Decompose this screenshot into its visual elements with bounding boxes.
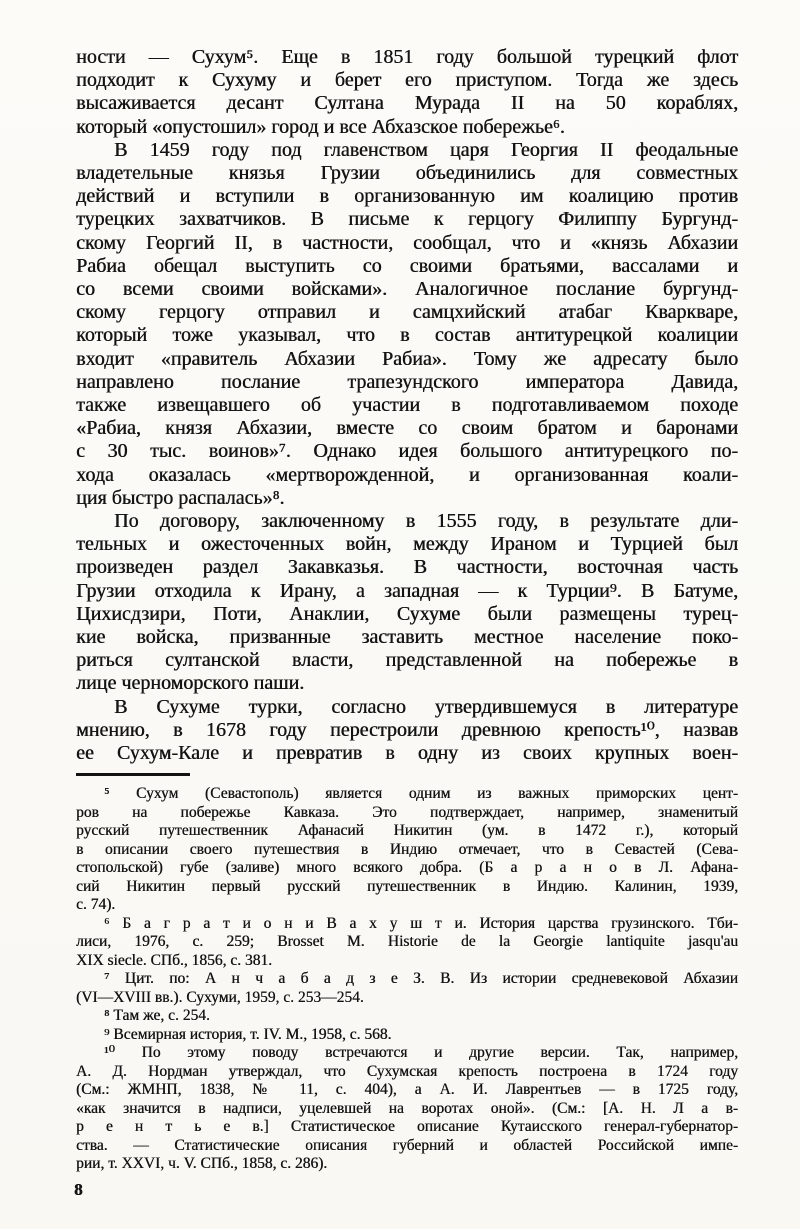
body-text-line: риться султанской власти, представленной на побережье в [76, 649, 738, 672]
body-text-line: скому герцогу отправил и самцхийский атабаг Кваркваре, [76, 301, 738, 324]
body-text-line: лице черноморского паши. [76, 672, 305, 695]
footnote-line: ⁸ Там же, с. 254. [104, 1007, 210, 1025]
body-text-line: В 1459 году под главенством царя Георгия II феодальные [114, 138, 738, 161]
footnote-line: ров на побережье Кавказа. Это подтверждает, например, знаменитый [76, 803, 738, 821]
footnote-line: в описании своего путешествия в Индию отмечает, что в Севастей (Сева- [76, 840, 738, 858]
body-text-line: произведен раздел Закавказья. В частности, восточная часть [76, 556, 738, 579]
footnote-7 [76, 970, 738, 1007]
paragraph [76, 139, 738, 510]
paragraph [76, 510, 738, 696]
body-text-line: ее Сухум-Кале и превратив в одну из своих крупных воен- [76, 742, 738, 765]
body-text-line: Рабиа обещал выступить со своими братьями, вассалами и [76, 254, 738, 277]
footnote-10 [76, 1044, 738, 1174]
body-text-line: ности — Сухум⁵. Еще в 1851 году большой турецкий флот [76, 46, 738, 68]
footnote-line: «как значится в надписи, уцелевшей на воротах оной». (См.: [А. Н. Л а в- [76, 1099, 738, 1117]
body-text-line: скому Георгий II, в частности, сообщал, что и «князь Абхазии [76, 231, 738, 254]
body-text-line: также извещавшего об участии в подготавливаемом походе [76, 394, 738, 417]
paragraph [76, 696, 738, 766]
footnote-9 [76, 1026, 738, 1045]
paragraph [76, 46, 738, 139]
body-text-line: Цихисдзири, Поти, Анаклии, Сухуме были размещены турец- [76, 602, 738, 625]
page-number: 8 [74, 1180, 83, 1199]
body-text-line: подходит к Сухуму и берет его приступом. Тогда же здесь [76, 69, 738, 92]
footnote-line: лиси, 1976, с. 259; Brosset M. Historie de la Georgie lantiquite jasqu'au [76, 933, 738, 951]
footnotes-section [76, 785, 738, 1174]
footnote-line: ⁹ Всемирная история, т. IV. М., 1958, с. 568. [104, 1025, 392, 1043]
footnote-line: р е н т ь е в.] Статистическое описание Кутаисского генерал-губернатор- [76, 1118, 738, 1136]
body-text-line: хода оказалась «мертворожденной, и организованная коали- [76, 463, 738, 486]
body-text-line: который тоже указывал, что в состав антитурецкой коалиции [76, 324, 738, 347]
body-text-line: владетельные князья Грузии объединились для совместных [76, 162, 738, 185]
footnote-line: рии, т. XXVI, ч. V. СПб., 1858, с. 286). [76, 1155, 328, 1173]
body-text-line: ция быстро распалась»⁸. [76, 486, 285, 509]
body-text-line: тельных и ожесточенных войн, между Ираном и Турцией был [76, 533, 738, 556]
body-text-line: высаживается десант Султана Мурада II на 50 кораблях, [76, 92, 738, 115]
footnote-separator-rule [76, 773, 190, 776]
footnote-6 [76, 915, 738, 971]
body-text-line: направлено послание трапезундского императора Давида, [76, 370, 738, 393]
body-text-line: входит «правитель Абхазии Рабиа». Тому же адресату было [76, 347, 738, 370]
footnote-5 [76, 785, 738, 915]
footnote-line: сий Никитин первый русский путешественник в Индию. Калинин, 1939, [76, 877, 738, 895]
footnote-line: ¹⁰ По этому поводу встречаются и другие версии. Так, например, [104, 1044, 738, 1062]
body-text-line: турецких захватчиков. В письме к герцогу Филиппу Бургунд- [76, 208, 738, 231]
body-text-line: В Сухуме турки, согласно утвердившемуся в литературе [114, 695, 738, 718]
footnote-line: с. 74). [76, 896, 116, 914]
footnote-line: ⁶ Б а г р а т и о н и В а х у ш т и. История царства грузинского. Тби- [104, 914, 738, 932]
footnote-line: ⁵ Сухум (Севастополь) является одним из важных приморских цент- [104, 785, 738, 803]
body-text-line: со всеми своими войсками». Аналогичное послание бургунд- [76, 278, 738, 301]
body-text-line: с 30 тыс. воинов»⁷. Однако идея большого антитурецкого по- [76, 440, 738, 463]
footnote-8 [76, 1007, 738, 1026]
body-text-line: который «опустошил» город и все Абхазское побережье⁶. [76, 115, 565, 138]
footnote-line: стопольской) губе (заливе) много всякого добра. (Б а р а н о в Л. Афана- [76, 859, 738, 877]
footnote-line: (VI—XVIII вв.). Сухуми, 1959, с. 253—254. [76, 988, 364, 1006]
footnote-line: (См.: ЖМНП, 1838, № 11, с. 404), а А. И. Лаврентьев — в 1725 году, [76, 1081, 738, 1099]
text-block [76, 46, 738, 1174]
body-text-line: По договору, заключенному в 1555 году, в результате дли- [114, 510, 738, 533]
footnote-line: русский путешественник Афанасий Никитин (ум. в 1472 г.), который [76, 822, 738, 840]
body-text-line: кие войска, призванные заставить местное население поко- [76, 626, 738, 649]
footnote-line: XIX siecle. СПб., 1856, с. 381. [76, 951, 273, 969]
body-text-line: Грузии отходила к Ирану, а западная — к Турции⁹. В Батуме, [76, 579, 738, 602]
footnote-line: ства. — Статистические описания губерний и областей Российской импе- [76, 1136, 738, 1154]
body-text-line: действий и вступили в организованную им коалицию против [76, 185, 738, 208]
footnote-line: ⁷ Цит. по: А н ч а б а д з е З. В. Из истории средневековой Абхазии [104, 970, 738, 988]
footnote-line: А. Д. Нордман утверждал, что Сухумская крепость построена в 1724 году [76, 1062, 738, 1080]
body-text-line: «Рабиа, князя Абхазии, вместе со своим братом и баронами [76, 417, 738, 440]
body-text-line: мнению, в 1678 году перестроили древнюю крепость¹⁰, назвав [76, 718, 738, 741]
